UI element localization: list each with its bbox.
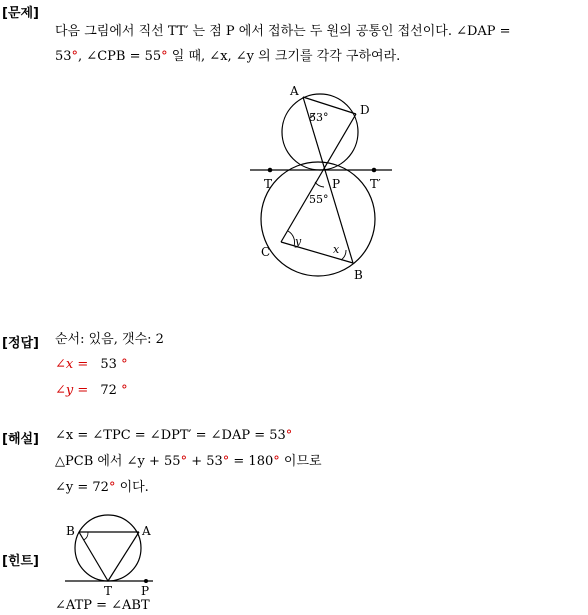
solution-line-3: [55, 480, 149, 496]
solution-plus-53: + 53: [187, 454, 223, 469]
tangent-circles-figure: [240, 78, 410, 288]
answer-tag: [정답]: [2, 336, 39, 351]
answer-x-label: ∠x =: [55, 357, 89, 372]
solution-equals-180: = 180: [229, 454, 274, 469]
degree-mark: °: [121, 383, 128, 398]
answer-y-row: [55, 383, 128, 399]
angle-y-label: y: [295, 235, 302, 248]
degree-mark: °: [108, 480, 116, 495]
hint-label-a: A: [142, 524, 151, 538]
degree-mark: °: [71, 49, 79, 64]
angle-53-label: 53°: [309, 111, 329, 124]
problem-tag: [문제]: [2, 6, 39, 21]
solution-end: 이다.: [115, 480, 149, 495]
solution-therefore: 이므로: [279, 454, 322, 469]
hint-label-t: T: [104, 584, 113, 598]
answer-x-value: 53: [100, 357, 117, 372]
solution-line-1: [55, 428, 292, 444]
answer-y-label: ∠y =: [55, 383, 89, 398]
degree-mark: °: [222, 454, 230, 469]
angle-cpb-text: , ∠CPB = 55: [78, 49, 162, 64]
label-t-prime: T′: [370, 177, 381, 191]
answer-x-row: [55, 357, 128, 373]
label-c: C: [261, 245, 271, 259]
angle-x-label: x: [333, 243, 340, 256]
label-d: D: [360, 103, 370, 117]
label-a: A: [290, 84, 299, 98]
angle-dap-value: 53: [55, 49, 72, 64]
degree-mark: °: [161, 49, 168, 64]
label-b: B: [354, 268, 363, 282]
solution-line-2: [55, 454, 322, 470]
solution-tag: [해설]: [2, 432, 39, 447]
answer-y-value: 72: [100, 383, 117, 398]
degree-mark: °: [285, 428, 293, 443]
answer-meta: 순서: 있음, 갯수: 2: [55, 332, 164, 347]
hint-label-p: P: [141, 584, 150, 598]
solution-triangle-text: △PCB 에서 ∠y + 55: [55, 454, 181, 469]
problem-line-1: 다음 그림에서 직선 TT′ 는 점 P 에서 접하는 두 원의 공통인 접선이다. ∠DAP =: [55, 24, 511, 39]
solution-angle-chain: ∠x = ∠TPC = ∠DPT′ = ∠DAP = 53: [55, 428, 286, 443]
label-p: P: [332, 177, 341, 191]
degree-mark: °: [180, 454, 188, 469]
hint-label-b: B: [66, 524, 75, 538]
problem-question-text: 일 때, ∠x, ∠y 의 크기를 각각 구하여라.: [167, 49, 401, 64]
label-t: T: [264, 177, 273, 191]
degree-mark: °: [273, 454, 280, 469]
hint-figure: [60, 510, 170, 598]
solution-result: ∠y = 72: [55, 480, 109, 495]
degree-mark: °: [121, 357, 128, 372]
problem-line-2: [55, 49, 400, 65]
angle-55-label: 55°: [309, 193, 329, 206]
hint-tag: [힌트]: [2, 554, 39, 569]
hint-formula: ∠ATP = ∠ABT: [55, 598, 150, 613]
